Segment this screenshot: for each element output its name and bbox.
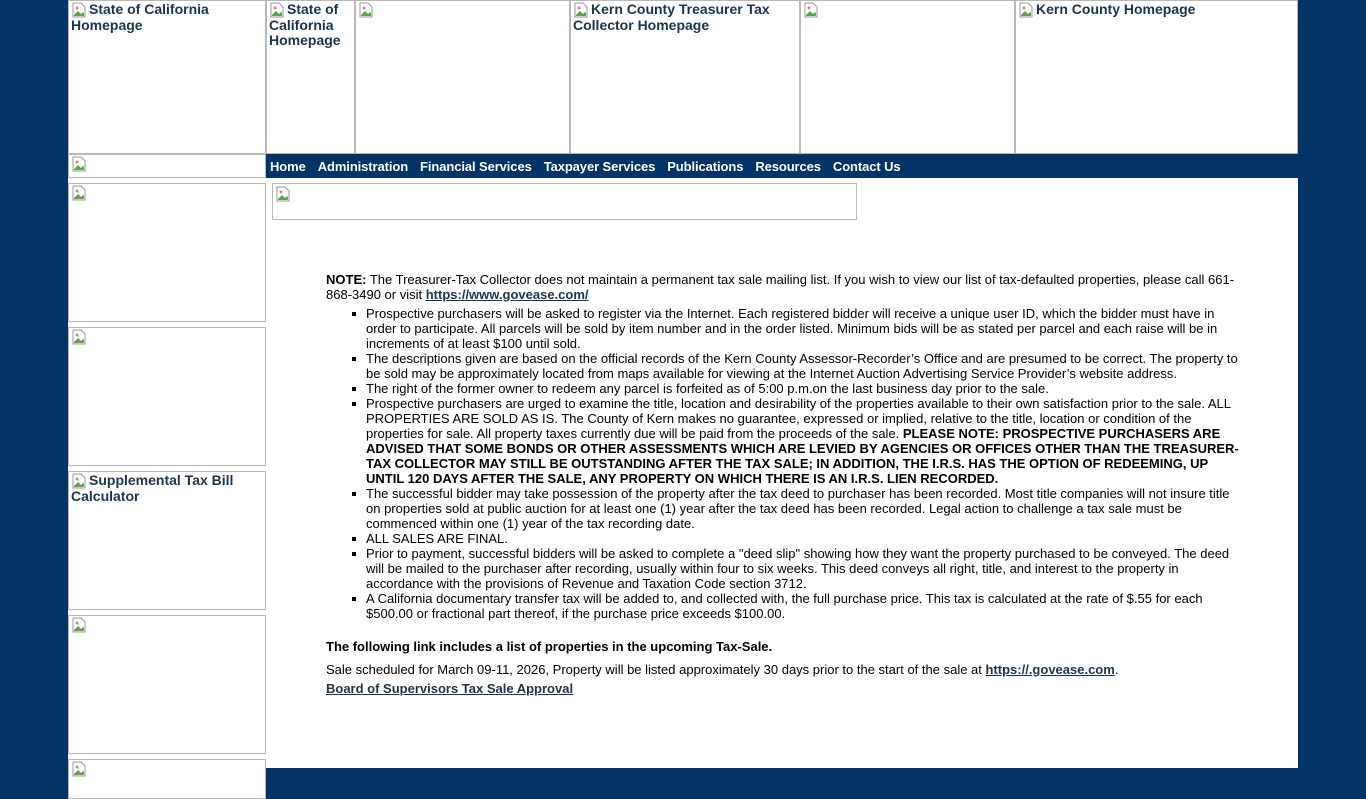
broken-image-icon: [275, 186, 291, 202]
broken-image-icon: [71, 761, 87, 777]
note-paragraph: [326, 272, 1246, 302]
note-label: NOTE:: [326, 272, 367, 287]
nav-administration[interactable]: Administration: [317, 158, 409, 174]
terms-list: [326, 306, 1246, 621]
header-alt-text: Kern County Homepage: [1036, 1, 1196, 17]
list-item: [366, 396, 1246, 486]
header-image: [355, 0, 570, 154]
header-alt-text: State of California Homepage: [71, 1, 209, 33]
sidebar-link-2[interactable]: [68, 327, 266, 466]
nav-financial-services[interactable]: Financial Services: [420, 158, 532, 174]
header-alt-text: State of California Homepage: [269, 1, 341, 48]
main-content: [326, 272, 1246, 696]
broken-image-icon: [269, 2, 285, 18]
kern-county-homepage-link[interactable]: [1015, 0, 1298, 154]
broken-image-icon: [71, 156, 87, 172]
main-nav: [266, 154, 1298, 178]
supplemental-tax-bill-calculator-link[interactable]: [68, 471, 266, 610]
broken-image-icon: [573, 2, 589, 18]
list-item-text: Prospective purchasers are urged to examine the title, location and desirability of the properties available to their own satisfaction prior to the sale. ALL PROPERTIES ARE SOLD AS IS. The County of Kern makes no guarantee, expressed or implied, relative to the title, location or condition of the properties for sale. All property taxes currently due will be paid from the proceeds of the sale.: [366, 396, 1231, 441]
broken-image-icon: [803, 2, 819, 18]
note-text: The Treasurer-Tax Collector does not maintain a permanent tax sale mailing list. If you wish to view our list of tax-defaulted properties, please call 661-868-3490 or visit: [326, 272, 1235, 302]
list-item: The descriptions given are based on the official records of the Kern County Assessor-Recorder’s Office and are presumed to be correct. The property to be sold may be approximately located from maps available for viewing at the Internet Auction Advertising Service Provider’s website address.: [366, 351, 1246, 381]
sale-text: Sale scheduled for March 09-11, 2026, Property will be listed approximately 30 days prior to the start of the sale at: [326, 662, 986, 677]
please-note-warning: PLEASE NOTE: PROSPECTIVE PURCHASERS ARE ADVISED THAT SOME BONDS OR OTHER ASSESSMENTS WHICH ARE LEVIED BY AGENCIES OR OFFICES OTHER THAN THE TREASURER-TAX COLLECTOR MAY STILL BE OUTSTANDING AFTER THE TAX SALE; IN ADDITION, THE I.R.S. HAS THE OPTION OF REDEEMING, UP UNTIL 120 DAYS AFTER THE SALE, ANY PROPERTY ON WHICH THERE IS AN I.R.S. LIEN RECORDED.: [366, 426, 1239, 486]
nav-contact-us[interactable]: Contact Us: [832, 158, 901, 174]
nav-taxpayer-services[interactable]: Taxpayer Services: [543, 158, 656, 174]
govease-link[interactable]: https://www.govease.com/: [425, 287, 589, 302]
broken-image-icon: [71, 2, 87, 18]
list-item: Prior to payment, successful bidders will be asked to complete a "deed slip" showing how they want the property purchased to be conveyed. The deed will be mailed to the purchaser after recording, usually within four to six weeks. This deed conveys all right, title, and interest to the property in accordance with the provisions of Revenue and Taxation Code section 3712.: [366, 546, 1246, 591]
header-alt-text: Kern County Treasurer Tax Collector Homepage: [573, 1, 770, 33]
nav-home[interactable]: Home: [270, 158, 306, 174]
broken-image-icon: [71, 617, 87, 633]
upcoming-sale-heading: The following link includes a list of properties in the upcoming Tax-Sale.: [326, 639, 773, 654]
sidebar-link-1[interactable]: [68, 183, 266, 322]
list-item: The right of the former owner to redeem any parcel is forfeited as of 5:00 p.m.on the last business day prior to the sale.: [366, 381, 1246, 396]
list-item: A California documentary transfer tax will be added to, and collected with, the full purchase price. This tax is calculated at the rate of $.55 for each $500.00 or fractional part thereof, if the purchase price exceeds $100.00.: [366, 591, 1246, 621]
sidebar-link-5[interactable]: [68, 759, 266, 799]
nav-publications[interactable]: Publications: [667, 158, 744, 174]
list-item: Prospective purchasers will be asked to register via the Internet. Each registered bidder will receive a unique user ID, which the bidder must have in order to participate. All parcels will be sold by item number and in the order listed. Minimum bids will be as stated per parcel and each raise will be in increments of at least $100 until sold.: [366, 306, 1246, 351]
page-banner-image: [272, 183, 857, 220]
state-of-california-logo-link[interactable]: [68, 0, 266, 154]
broken-image-icon: [71, 185, 87, 201]
sidebar-image-slot: [68, 154, 266, 178]
broken-image-icon: [71, 473, 87, 489]
broken-image-icon: [1018, 2, 1034, 18]
sale-suffix: .: [1114, 662, 1119, 677]
govease-sale-link[interactable]: https://.govease.com: [985, 662, 1115, 677]
list-item: The successful bidder may take possession of the property after the tax deed to purchaser has been recorded. Most title companies will not insure title on properties sold at public auction for at least one (1) year after the tax deed has been recorded. Legal action to challenge a tax sale must be commenced within one (1) year of the tax recording date.: [366, 486, 1246, 531]
page-container: [68, 0, 1298, 768]
broken-image-icon: [358, 2, 374, 18]
treasurer-tax-collector-homepage-link[interactable]: [570, 0, 800, 154]
state-of-california-seal-link[interactable]: [266, 0, 355, 154]
list-item: ALL SALES ARE FINAL.: [366, 531, 1246, 546]
nav-resources[interactable]: Resources: [755, 158, 821, 174]
broken-image-icon: [71, 329, 87, 345]
sale-schedule-text: [326, 662, 1246, 677]
sidebar-alt-text: Supplemental Tax Bill Calculator: [71, 472, 234, 504]
board-of-supervisors-link[interactable]: Board of Supervisors Tax Sale Approval: [326, 681, 574, 696]
header-image: [800, 0, 1015, 154]
sidebar-link-4[interactable]: [68, 615, 266, 754]
